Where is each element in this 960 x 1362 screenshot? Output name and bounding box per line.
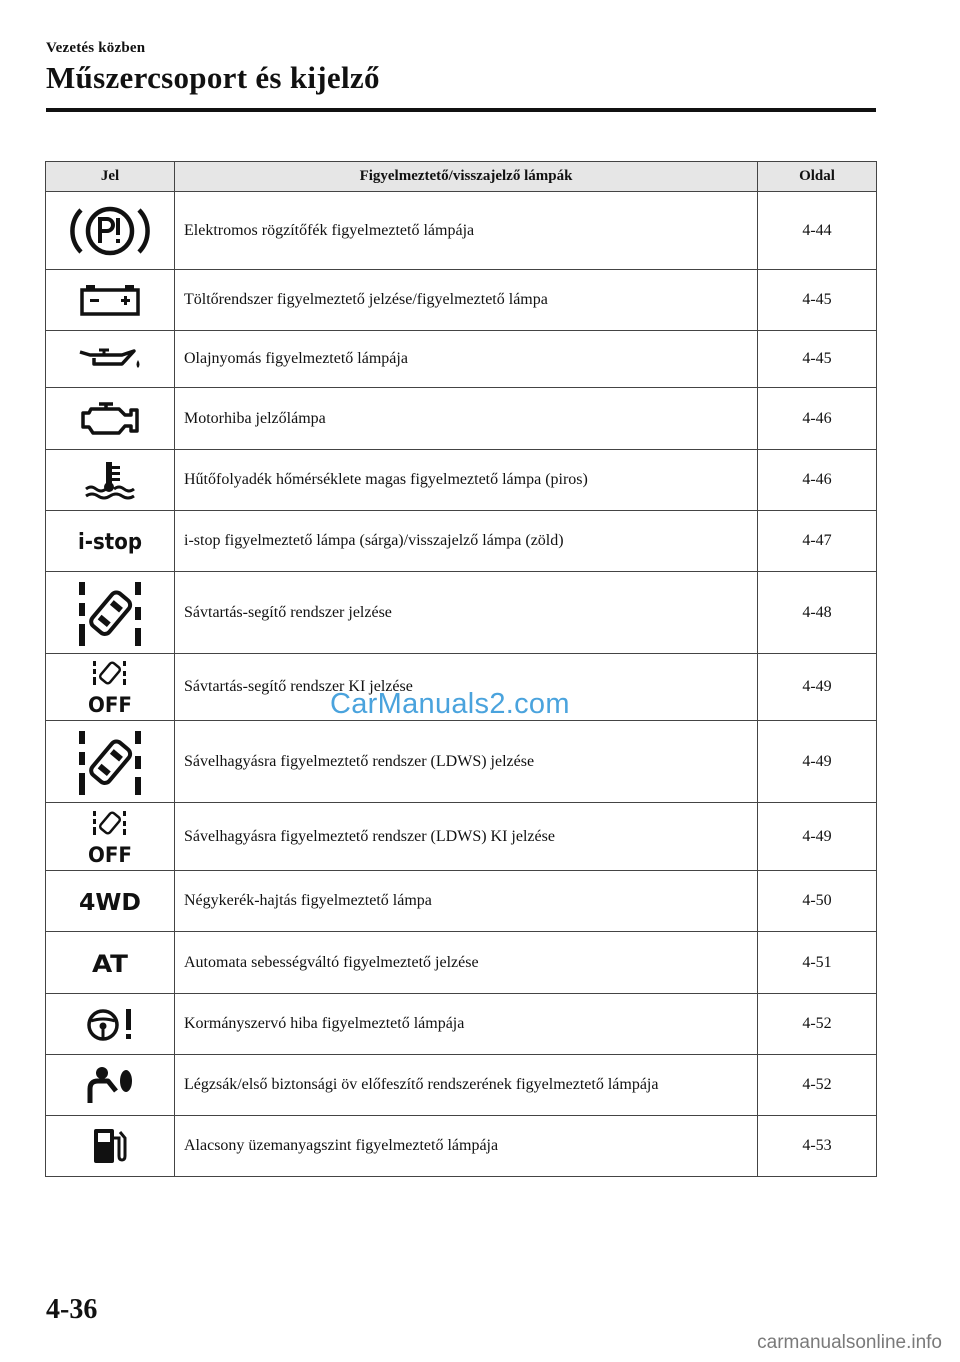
page-reference: 4-51 [758,932,877,994]
oil-can-icon [78,346,142,372]
at-icon [88,948,132,978]
footer-watermark: carmanualsonline.info [757,1332,942,1353]
airbag-icon [84,1065,136,1105]
page-title: Műszercsoport és kijelző [46,60,380,95]
table-row [46,871,877,932]
lamp-description: Sávtartás-segítő rendszer jelzése [175,572,758,654]
engine-icon [79,401,141,437]
page-reference: 4-48 [758,572,877,654]
lamp-description: Elektromos rögzítőfék figyelmeztető lámpája [175,192,758,270]
page-reference: 4-45 [758,270,877,331]
lane-departure-icon [75,727,145,797]
page-reference: 4-45 [758,331,877,388]
off-label: OFF [88,693,132,715]
table-row [46,511,877,572]
column-header-symbol: Jel [46,162,175,192]
table-row [46,803,877,871]
page-reference: 4-50 [758,871,877,932]
page-number: 4-36 [46,1294,98,1325]
table-row [46,270,877,331]
fuel-icon [90,1126,130,1166]
lamp-description: Kormányszervó hiba figyelmeztető lámpája [175,994,758,1055]
table-row [46,450,877,511]
page-reference: 4-49 [758,803,877,871]
lamp-description: Automata sebességváltó figyelmeztető jelzése [175,932,758,994]
page-reference: 4-53 [758,1116,877,1177]
lane-departure-off-icon [85,809,135,865]
warning-lamp-table [45,161,877,1177]
center-watermark: CarManuals2.com [330,688,570,720]
page-reference: 4-52 [758,1055,877,1116]
table-row [46,388,877,450]
i-stop-icon-label: i-stop [78,530,142,555]
lamp-description: Alacsony üzemanyagszint figyelmeztető lámpája [175,1116,758,1177]
table-row [46,932,877,994]
section-label: Vezetés közben [46,40,146,56]
parking-brake-icon [69,200,151,262]
lamp-description: Olajnyomás figyelmeztető lámpája [175,331,758,388]
table-row [46,331,877,388]
lamp-description: Motorhiba jelzőlámpa [175,388,758,450]
title-rule [46,108,876,112]
page-reference: 4-52 [758,994,877,1055]
4wd-icon [75,886,145,916]
table-row [46,1055,877,1116]
table-row [46,994,877,1055]
i-stop-icon [75,525,145,557]
lamp-description: Sávtartás-segítő rendszer KI jelzése [175,654,758,721]
coolant-temperature-icon [83,460,137,500]
lane-keep-off-icon [85,659,135,715]
lamp-description: Töltőrendszer figyelmeztető jelzése/figyelmeztető lámpa [175,270,758,331]
column-header-page: Oldal [758,162,877,192]
page-reference: 4-49 [758,721,877,803]
battery-icon [80,284,140,316]
table-row [46,721,877,803]
column-header-lamps: Figyelmeztető/visszajelző lámpák [175,162,758,192]
at-icon-label: AT [92,949,129,978]
lamp-description: Sávelhagyásra figyelmeztető rendszer (LDWS) KI jelzése [175,803,758,871]
table-row [46,192,877,270]
page-reference: 4-46 [758,388,877,450]
power-steering-icon [83,1006,137,1042]
lane-keep-icon [75,578,145,648]
page-reference: 4-46 [758,450,877,511]
table-row [46,1116,877,1177]
page-reference: 4-49 [758,654,877,721]
table-header-row [46,162,877,192]
lamp-description: Sávelhagyásra figyelmeztető rendszer (LDWS) jelzése [175,721,758,803]
4wd-icon-label: 4WD [79,890,141,916]
lamp-description: Négykerék-hajtás figyelmeztető lámpa [175,871,758,932]
off-label: OFF [88,842,132,865]
page-reference: 4-47 [758,511,877,572]
page-reference: 4-44 [758,192,877,270]
table-row [46,572,877,654]
lamp-description: Légzsák/első biztonsági öv előfeszítő rendszerének figyelmeztető lámpája [175,1055,758,1116]
lamp-description: i-stop figyelmeztető lámpa (sárga)/visszajelző lámpa (zöld) [175,511,758,572]
lamp-description: Hűtőfolyadék hőmérséklete magas figyelmeztető lámpa (piros) [175,450,758,511]
